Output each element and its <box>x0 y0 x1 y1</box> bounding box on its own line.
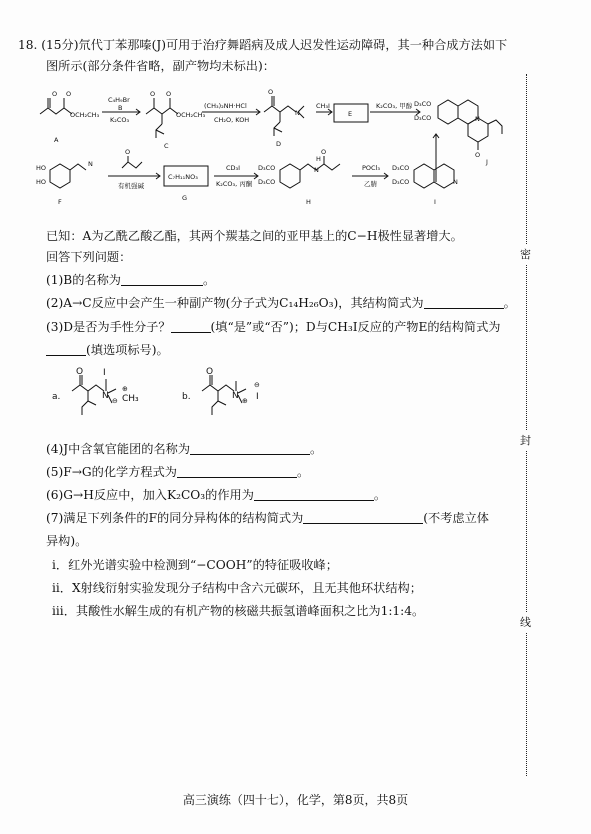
label-c: C <box>164 142 169 150</box>
option-b-n: N <box>232 391 239 401</box>
option-b-plus: ⊕ <box>242 397 248 405</box>
label-h: H <box>306 198 311 206</box>
q6-text: (6)G→H反应中，加入K₂CO₃的作用为 <box>46 488 254 502</box>
q2-end: 。 <box>503 296 516 310</box>
q3-text: (3)D是否为手性分子？ <box>46 320 171 334</box>
label-a: A <box>54 136 59 144</box>
reagent-a-c-top: C₄H₉Br <box>108 96 130 104</box>
q7-end: (不考虑立体 <box>423 511 489 525</box>
atom-d3co: D₃CO <box>258 164 276 172</box>
answer-prompt: 回答下列问题： <box>46 250 132 264</box>
q1-text: (1)B的名称为 <box>46 273 121 287</box>
reagent-a-c-bottom: K₂CO₃ <box>110 116 130 124</box>
q1-answer-blank[interactable] <box>121 273 203 286</box>
compound-i-ring <box>414 164 434 188</box>
q7-answer-blank[interactable] <box>303 511 423 524</box>
q2-text: (2)A→C反应中会产生一种副产物(分子式为C₁₄H₂₆O₃)，其结构简式为 <box>46 296 424 310</box>
option-a-o: O <box>76 367 84 377</box>
q6-answer-blank[interactable] <box>254 488 374 501</box>
atom-n: N <box>88 160 93 168</box>
q4-text: (4)J中含氧官能团的名称为 <box>46 442 191 456</box>
option-b-minus: ⊖ <box>254 381 260 389</box>
reagent-e-j: K₂CO₃, 甲醇 <box>376 102 413 110</box>
option-a-n: N <box>102 391 109 401</box>
label-j: J <box>486 158 488 166</box>
q2-line <box>46 295 516 312</box>
atom-ho: HO <box>36 178 47 186</box>
q3-chiral-blank[interactable] <box>171 320 211 333</box>
q6-end: 。 <box>373 488 387 502</box>
atom-oet: OCH₂CH₃ <box>176 111 206 119</box>
atom-d3co: D₃CO <box>414 114 432 122</box>
compound-d-skeleton <box>264 106 296 112</box>
reagent-g-h-top: CD₃I <box>226 164 241 172</box>
atom-o: O <box>321 148 327 156</box>
condition-iii: iii．其酸性水解生成的有机产物的核磁共振氢谱峰面积之比为1:1:4。 <box>52 604 425 618</box>
q5-answer-blank[interactable] <box>177 465 297 478</box>
condition-i: i．红外光谱实验中检测到“−COOH”的特征吸收峰； <box>52 558 338 572</box>
atom-o: O <box>66 90 72 98</box>
option-a-ch3: CH₃ <box>122 394 139 404</box>
reagent-f-g: 有机强碱 <box>118 182 144 190</box>
q5-text: (5)F→G的化学方程式为 <box>46 465 177 479</box>
sidebar-mi: 密 <box>520 244 531 264</box>
atom-o: O <box>268 88 274 96</box>
compound-j-benzene <box>438 100 458 124</box>
q7-line1 <box>46 510 489 527</box>
compound-h-ring <box>280 164 300 188</box>
q6-line <box>46 487 386 504</box>
label-f: F <box>58 198 62 206</box>
atom-n: N <box>314 166 319 174</box>
option-b-label: b. <box>182 392 191 402</box>
condition-ii: ii．X射线衍射实验发现分子结构中含六元碳环，且无其他环状结构； <box>52 581 422 595</box>
reagent-a-c-mid: B <box>118 104 123 112</box>
atom-o: O <box>150 90 156 98</box>
atom-n: N <box>295 109 300 117</box>
label-g: G <box>182 194 188 202</box>
q3-line1 <box>46 319 501 336</box>
atom-d3co: D₃CO <box>392 164 410 172</box>
known-info: 已知：A为乙酰乙酸乙酯，其两个羰基之间的亚甲基上的C−H极性显著增大。 <box>46 229 463 243</box>
compound-a-skeleton <box>40 108 72 114</box>
compound-f-ring <box>50 164 70 188</box>
atom-d3co: D₃CO <box>392 178 410 186</box>
atom-d3co: D₃CO <box>258 178 276 186</box>
option-b-skeleton <box>202 385 234 391</box>
page-footer: 高三演练（四十七），化学，第8页，共8页 <box>182 793 409 807</box>
q1-end: 。 <box>202 273 216 287</box>
reagent-d-e: CH₃I <box>316 102 330 110</box>
question-intro-line2: 图所示(部分条件省略，副产物均未标出)： <box>46 59 275 73</box>
q7-text: (7)满足下列条件的F的同分异构体的结构简式为 <box>46 511 304 525</box>
atom-oet: OCH₂CH₃ <box>70 111 100 119</box>
question-intro-line1: 18. (15分)氘代丁苯那嗪(J)可用于治疗舞蹈病及成人迟发性运动障碍，其一种合成方法如下 <box>18 38 508 52</box>
compound-c-skeleton <box>146 108 178 114</box>
reagent-h-i-top: POCl₃ <box>362 164 380 172</box>
q1-line <box>46 272 215 289</box>
reagent-g-h-bottom: K₂CO₃, 丙酮 <box>216 180 253 188</box>
option-b-o: O <box>206 367 214 377</box>
option-a-label: a. <box>52 392 61 402</box>
q3-line2 <box>46 342 169 359</box>
atom-o: O <box>475 151 481 159</box>
formula-g: C₇H₁₁NO₃ <box>168 173 198 181</box>
q7-line2: 异构)。 <box>46 534 88 548</box>
label-d: D <box>276 140 282 148</box>
q3-options <box>50 365 290 425</box>
sidebar-feng: 封 <box>520 430 531 450</box>
option-a-plus: ⊕ <box>122 385 128 393</box>
sidebar-xian: 线 <box>520 612 531 632</box>
atom-n: N <box>453 178 458 186</box>
q4-end: 。 <box>310 442 323 456</box>
q2-answer-blank[interactable] <box>424 296 504 309</box>
reagent-c-d-bottom: CH₂O, KOH <box>214 116 250 124</box>
q3-text3: (填选项标号)。 <box>86 343 169 357</box>
option-a-minus: ⊖ <box>112 397 118 405</box>
atom-o: O <box>166 90 172 98</box>
reagent-c-d-top: (CH₃)₂NH·HCl <box>204 102 247 110</box>
binding-line <box>526 74 528 776</box>
q4-answer-blank[interactable] <box>190 442 310 455</box>
q5-line <box>46 464 309 481</box>
q3-option-blank[interactable] <box>46 343 86 356</box>
option-b-i: I <box>256 392 259 402</box>
label-i: I <box>434 198 436 206</box>
atom-h: H <box>316 155 321 163</box>
q3-text2: (填“是”或“否”)；D与CH₃I反应的产物E的结构简式为 <box>210 320 501 334</box>
option-a-i: I <box>103 368 106 378</box>
atom-o: O <box>52 90 58 98</box>
atom-o: O <box>125 148 131 156</box>
atom-ho: HO <box>36 164 47 172</box>
label-e: E <box>348 110 353 118</box>
synthesis-scheme <box>36 84 506 214</box>
q5-end: 。 <box>296 465 310 479</box>
option-a-skeleton <box>72 385 104 391</box>
atom-d3co: D₃CO <box>414 100 432 108</box>
q4-line <box>46 441 322 458</box>
reagent-h-i-bottom: 乙腈 <box>364 180 377 188</box>
atom-n: N <box>475 115 480 123</box>
